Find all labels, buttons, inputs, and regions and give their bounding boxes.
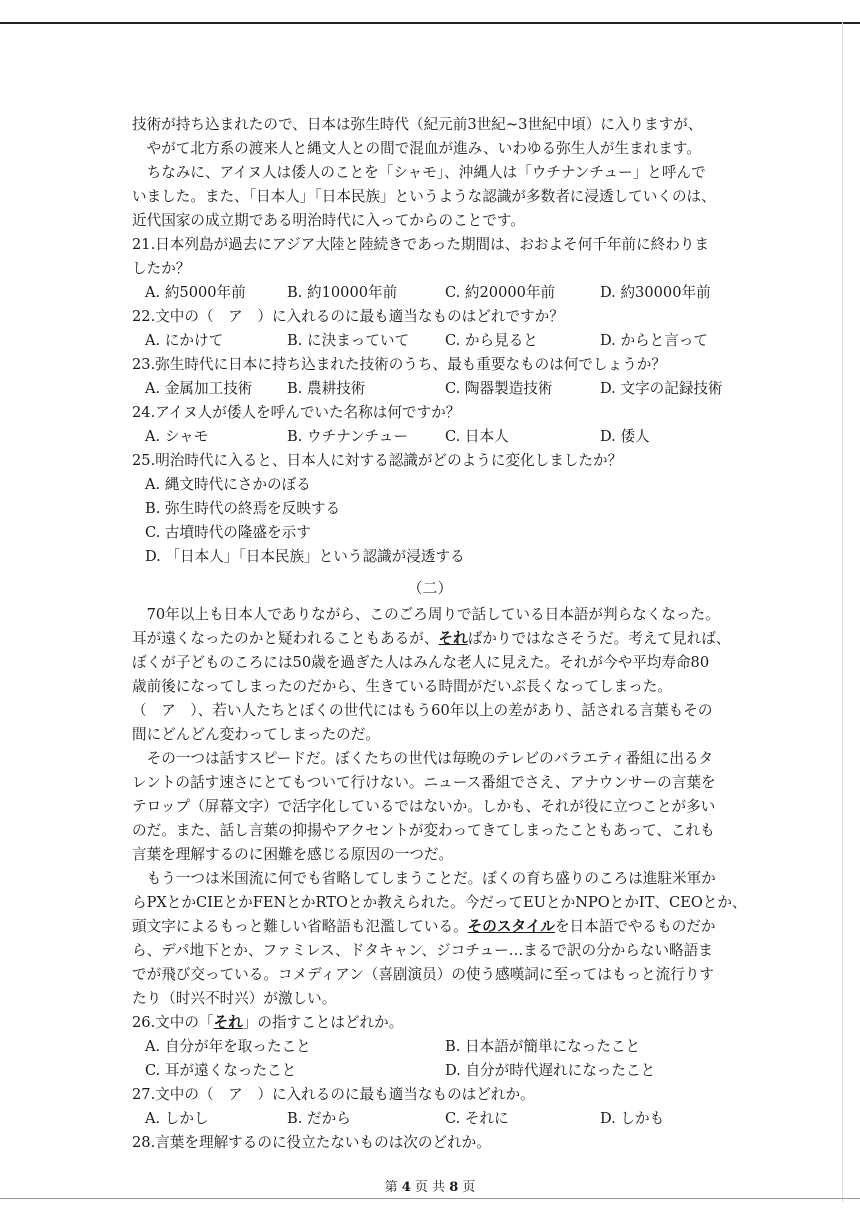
q25-text: 25.明治時代に入ると、日本人に対する認識がどのように変化しましたか？	[132, 452, 623, 469]
footer-total-pages: 8	[449, 1180, 459, 1195]
q21-option-b: B. 約10000年前	[287, 284, 398, 301]
q25-option-a: A. 縄文時代にさかのぼる	[145, 476, 311, 493]
underlined-sore: それ	[438, 630, 468, 647]
q21-text-cont: したか？	[132, 260, 191, 277]
q21-option-a: A. 約5000年前	[145, 284, 246, 301]
q23-option-b: B. 農耕技術	[287, 380, 366, 397]
q26-underlined: それ	[213, 1014, 243, 1031]
q26-option-b: B. 日本語が簡単になったこと	[445, 1038, 641, 1055]
passage1-line-1: 技術が持ち込まれたので、日本は弥生時代（紀元前3世紀~3世紀中頃）に入りますが、	[132, 116, 703, 133]
q26-text-b: 」の指すことはどれか。	[242, 1014, 404, 1031]
q21-option-d: D. 約30000年前	[600, 284, 711, 301]
passage2-line-4: 歳前後になってしまったのだから、生きている時間がだいぶ長くなってしまった。	[132, 678, 672, 695]
q23-text: 23.弥生時代に日本に持ち込まれた技術のうち、最も重要なものは何でしょうか？	[132, 356, 666, 373]
passage2-line-12: もう一つは米国流に何でも省略してしまうことだ。ぼくの育ち盛りのころは進駐米軍か	[132, 870, 716, 887]
q26-option-a: A. 自分が年を取ったこと	[145, 1038, 311, 1055]
passage2-line-5: （ ア ）、若い人たちとぼくの世代にはもう60年以上の差があり、話される言葉もその	[132, 702, 713, 719]
passage2-line-15: ら、デパ地下とか、ファミレス、ドタキャン、ジコチュー…まるで訳の分からない略語ま	[132, 942, 713, 959]
passage2-line-3: ぼくが子どものころには50歳を過ぎた人はみんな老人に見えた。それが今や平均寿命80	[132, 654, 710, 671]
q27-option-d: D. しかも	[600, 1110, 665, 1127]
passage2-text: ばかりではなさそうだ。考えて見れば、	[467, 630, 731, 647]
passage2-line-6: 間にどんどん変わってしまったのだ。	[132, 726, 380, 743]
passage2-line-17: たり（时兴不时兴）が激しい。	[132, 990, 337, 1007]
q28-text: 28.言葉を理解するのに役立たないものは次のどれか。	[132, 1134, 491, 1151]
q22-option-c: C. から見ると	[445, 332, 538, 349]
passage2-line-16: でが飛び交っている。コメディアン（喜剧演员）の使う感嘆詞に至ってはもっと流行りす	[132, 966, 715, 983]
q27-text: 27.文中の（ ア ）に入れるのに最も適当なものはどれか。	[132, 1086, 535, 1103]
passage2-text: 耳が遠くなったのかと疑われることもあるが、	[132, 630, 439, 647]
q23-option-c: C. 陶器製造技術	[445, 380, 553, 397]
q26-text	[132, 1012, 762, 1034]
q23-option-d: D. 文字の記録技術	[600, 380, 723, 397]
q26-option-d: D. 自分が時代遅れになったこと	[445, 1062, 656, 1079]
q24-option-d: D. 倭人	[600, 428, 650, 445]
q23-option-a: A. 金属加工技術	[145, 380, 253, 397]
footer-prefix: 第	[384, 1180, 398, 1195]
q21-text: 21.日本列島が過去にアジア大陸と陸続きであった期間は、おおよそ何千年前に終わりま	[132, 236, 710, 253]
passage1-line-4: いました。また、「日本人」「日本民族」というような認識が多数者に浸透していくのは、	[132, 188, 716, 205]
q22-option-d: D. からと言って	[600, 332, 709, 349]
footer-mid: 页 共	[414, 1180, 446, 1195]
q24-option-a: A. シャモ	[145, 428, 209, 445]
passage2-line-2	[132, 628, 762, 650]
footer-page-number: 4	[401, 1180, 411, 1195]
passage2-line-11: 言葉を理解するのに困難を感じる原因の一つだ。	[132, 846, 454, 863]
q27-option-b: B. だから	[287, 1110, 351, 1127]
passage1-line-5: 近代国家の成立期である明治時代に入ってからのことです。	[132, 212, 525, 229]
page-footer	[0, 1176, 860, 1195]
section-heading: （二）	[407, 579, 453, 597]
passage2-line-9: テロップ（屏幕文字）で活字化しているではないか。しかも、それが役に立つことが多い	[132, 798, 716, 815]
underlined-sono-style: そのスタイル	[467, 918, 555, 935]
q22-text: 22.文中の（ ア ）に入れるのに最も適当なものはどれですか？	[132, 308, 564, 325]
passage2-line-13: らPXとかCIEとかFENとかRTOとか教えられた。今だってEUとかNPOとかIT、CEOとか、	[132, 894, 747, 911]
q21-option-c: C. 約20000年前	[445, 284, 556, 301]
passage2-text: を日本語でやるものだか	[554, 918, 716, 935]
q24-text: 24.アイヌ人が倭人を呼んでいた名称は何ですか？	[132, 404, 461, 421]
q25-option-c: C. 古墳時代の隆盛を示す	[145, 524, 311, 541]
q26-option-c: C. 耳が遠くなったこと	[145, 1062, 297, 1079]
bottom-border	[0, 1198, 860, 1199]
passage2-line-8: レントの話す速さにとてもついて行けない。ニュース番組でさえ、アナウンサーの言葉を	[132, 774, 716, 791]
q24-option-b: B. ウチナンチュー	[287, 428, 408, 445]
passage2-text: 頭文字によるもっと難しい省略語も氾濫している。	[132, 918, 468, 935]
passage1-line-2: やがて北方系の渡来人と縄文人との間で混血が進み、いわゆる弥生人が生まれます。	[132, 140, 701, 157]
passage1-line-3: ちなみに、アイヌ人は倭人のことを「シャモ」、沖縄人は「ウチナンチュー」と呼んで	[132, 164, 706, 181]
passage2-line-14	[132, 916, 762, 938]
q22-option-a: A. にかけて	[145, 332, 224, 349]
scan-edge	[842, 22, 843, 1202]
passage2-line-7: その一つは話すスピードだ。ぼくたちの世代は毎晩のテレビのバラエティ番組に出るタ	[132, 750, 714, 767]
q26-text-a: 26.文中の「	[132, 1014, 214, 1031]
q27-option-a: A. しかし	[145, 1110, 209, 1127]
q22-option-b: B. に決まっていて	[287, 332, 410, 349]
q25-option-d: D. 「日本人」「日本民族」という認識が浸透する	[145, 548, 465, 565]
top-border	[0, 22, 860, 24]
q24-option-c: C. 日本人	[445, 428, 509, 445]
passage2-line-1: 70年以上も日本人でありながら、このごろ周りで話している日本語が判らなくなった。	[132, 606, 720, 623]
q27-option-c: C. それに	[445, 1110, 509, 1127]
footer-suffix: 页	[462, 1180, 476, 1195]
passage2-line-10: のだ。また、話し言葉の抑揚やアクセントが変わってきてしまったこともあって、これも	[132, 822, 715, 839]
q25-option-b: B. 弥生時代の終焉を反映する	[145, 500, 341, 517]
